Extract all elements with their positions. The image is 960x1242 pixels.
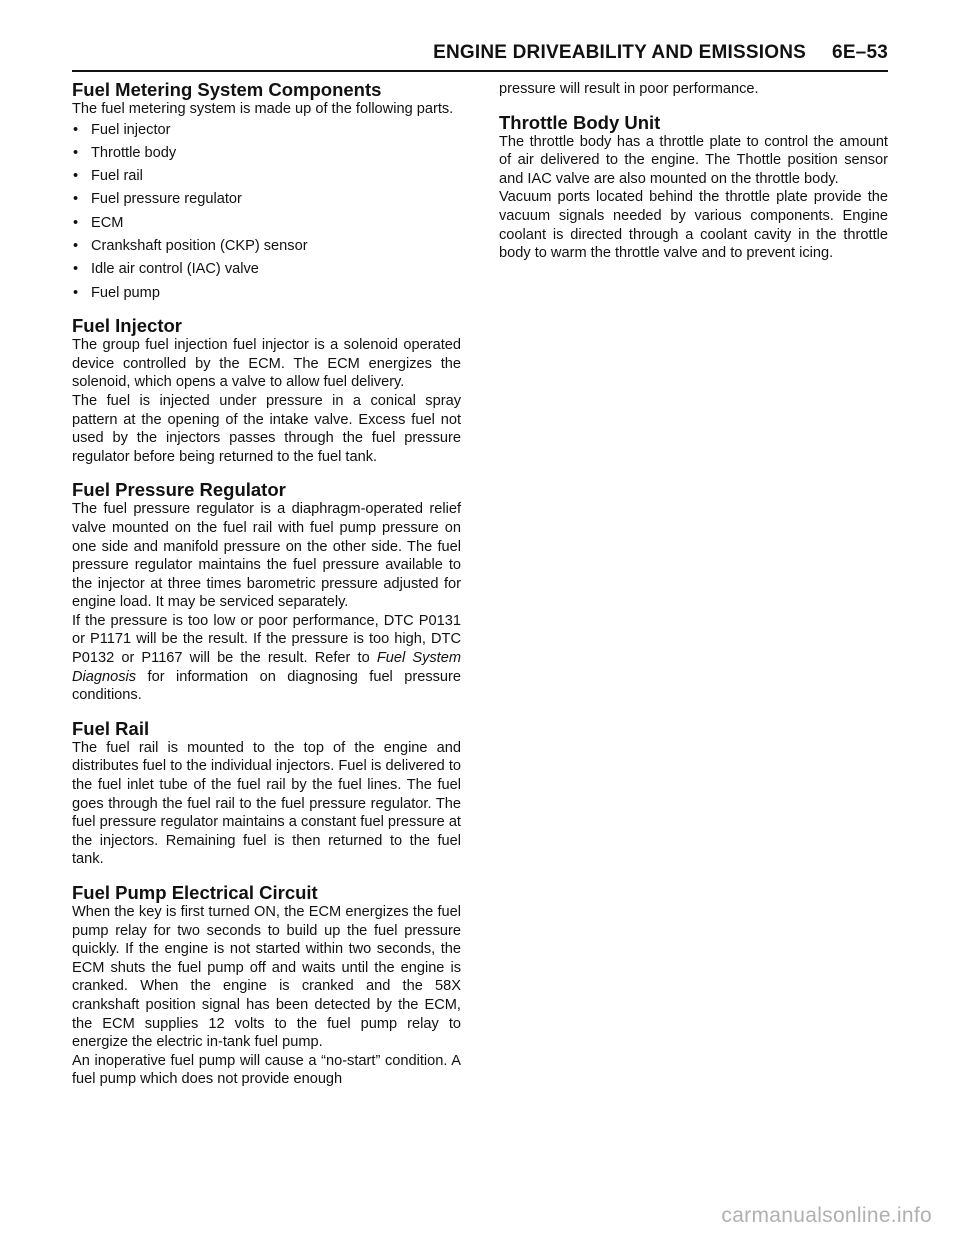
- section-heading-fuel-rail: Fuel Rail: [72, 717, 150, 739]
- section-heading-fuel-metering: Fuel Metering System Components: [72, 79, 382, 100]
- paragraph: If the pressure is too low or poor performance, DTC P0131 or P1171 will be the result. If the pressure is too high, DTC P0132 or P1167 will be the result. Refer to Fuel System Diagnosis for information on diagnosing fuel pressure conditions.: [72, 612, 461, 704]
- paragraph: The throttle body has a throttle plate to control the amount of air delivered to the engine. The Thottle position sensor and IAC valve are also mounted on the throttle body.: [499, 133, 888, 187]
- list-item: • Crankshaft position (CKP) sensor: [73, 238, 308, 254]
- watermark: carmanualsonline.info: [721, 1204, 932, 1227]
- list-item: • Fuel pump: [73, 284, 160, 301]
- paragraph: The group fuel injection fuel injector is a solenoid operated device controlled by the ECM. The ECM energizes the solenoid, which opens a valve to allow fuel delivery.: [72, 337, 461, 391]
- list-item: • ECM: [73, 214, 124, 231]
- components-list: [72, 121, 461, 303]
- continued-paragraph: pressure will result in poor performance.: [499, 81, 759, 97]
- paragraph: When the key is first turned ON, the ECM energizes the fuel pump relay for two seconds to build up the fuel pressure quickly. If the engine is not started within two seconds, the ECM shuts the fuel pump off and waits until the engine is cranked. When the engine is cranked and the 58X crankshaft position signal has been detected by the ECM, the ECM supplies 12 volts to the fuel pump relay to energize the electric in-tank fuel pump.: [72, 904, 461, 1051]
- left-column: [72, 80, 461, 1089]
- bullet-icon: •: [73, 191, 79, 208]
- bullet-icon: •: [73, 261, 79, 278]
- right-column: [499, 80, 888, 263]
- section-heading-fuel-pressure-regulator: Fuel Pressure Regulator: [72, 479, 286, 501]
- list-item: • Fuel pressure regulator: [73, 191, 242, 208]
- bullet-icon: •: [73, 214, 79, 231]
- paragraph: An inoperative fuel pump will cause a “no-start” condition. A fuel pump which does not provide enough: [72, 1052, 461, 1088]
- bullet-icon: •: [73, 121, 79, 138]
- section-intro: The fuel metering system is made up of the following parts.: [72, 101, 454, 117]
- bullet-icon: •: [73, 284, 79, 301]
- paragraph: The fuel is injected under pressure in a conical spray pattern at the opening of the intake valve. Excess fuel not used by the injectors passes through the fuel pressure regulator before being returned to the fuel tank.: [72, 392, 461, 465]
- header-title: ENGINE DRIVEABILITY AND EMISSIONS: [433, 42, 807, 63]
- page-number: 6E–53: [832, 42, 888, 63]
- bullet-icon: •: [73, 144, 79, 161]
- section-heading-fuel-pump-circuit: Fuel Pump Electrical Circuit: [72, 882, 318, 903]
- bullet-icon: •: [73, 168, 79, 185]
- header-rule: [72, 70, 888, 72]
- paragraph: The fuel pressure regulator is a diaphragm-operated relief valve mounted on the fuel rail with fuel pump pressure on one side and manifold pressure on the other side. The fuel pressure regulator maintains the fuel pressure available to the injector at three times barometric pressure adjusted for engine load. It may be serviced separately.: [72, 501, 461, 611]
- section-heading-fuel-injector: Fuel Injector: [72, 315, 182, 337]
- list-item: • Idle air control (IAC) valve: [73, 261, 259, 278]
- page-header: [72, 42, 888, 64]
- cross-reference: Fuel System Diagnosis: [72, 650, 461, 685]
- list-item: • Fuel injector: [73, 121, 171, 138]
- bullet-icon: •: [73, 238, 79, 254]
- list-item: • Throttle body: [73, 144, 177, 161]
- list-item: • Fuel rail: [73, 168, 143, 185]
- paragraph: Vacuum ports located behind the throttle plate provide the vacuum signals needed by various components. Engine coolant is directed through a coolant cavity in the throttle body to warm the throttle valve and to prevent icing.: [499, 189, 888, 262]
- section-heading-throttle-body: Throttle Body Unit: [499, 111, 661, 133]
- paragraph: The fuel rail is mounted to the top of the engine and distributes fuel to the individual injectors. Fuel is delivered to the fuel inlet tube of the fuel rail by the fuel lines. The fuel goes through the fuel rail to the fuel pressure regulator. The fuel pressure regulator maintains a constant fuel pressure at the injectors. Remaining fuel is then returned to the fuel tank.: [72, 739, 461, 868]
